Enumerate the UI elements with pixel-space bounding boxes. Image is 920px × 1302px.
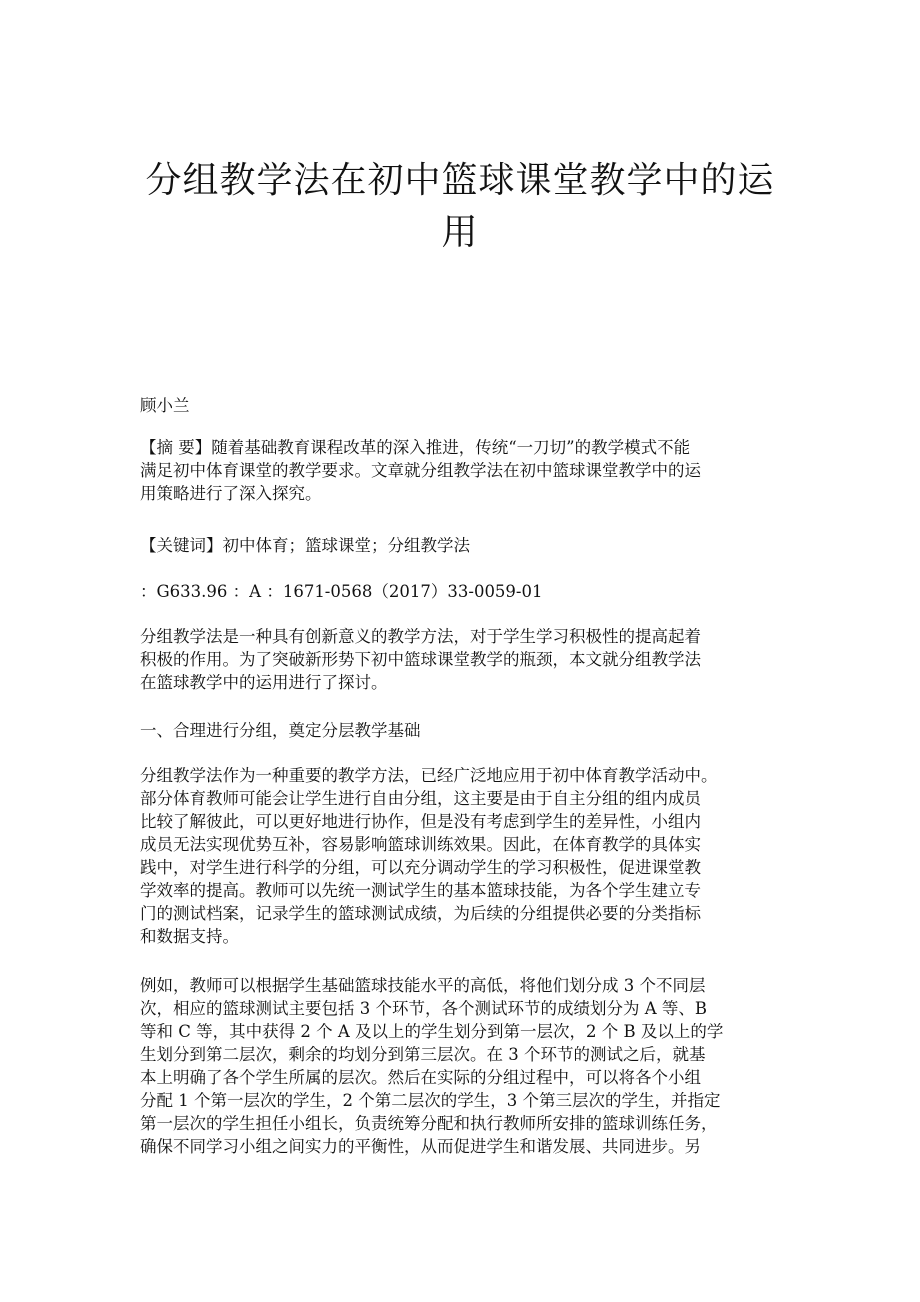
classification-text: ：G633.96 ：A ：1671-0568（2017）33-0059-01	[140, 582, 543, 601]
paragraph-line: 分配 1 个第一层次的学生，2 个第二层次的学生，3 个第三层次的学生，并指定	[140, 1091, 721, 1110]
classification	[140, 580, 790, 603]
author-name: 顾小兰	[140, 396, 190, 415]
abstract-line: 【摘 要】随着基础教育课程改革的深入推进，传统“一刀切”的教学模式不能	[140, 438, 691, 457]
paragraph-line: 学效率的提高。教师可以先统一测试学生的基本篮球技能，为各个学生建立专	[140, 881, 701, 900]
paragraph-line: 践中，对学生进行科学的分组，可以充分调动学生的学习积极性，促进课堂教	[140, 858, 701, 877]
title-line: 分组教学法在初中篮球课堂教学中的运	[145, 160, 775, 201]
paragraph-1	[140, 764, 790, 948]
paragraph-line: 分组教学法是一种具有创新意义的教学方法，对于学生学习积极性的提高起着	[140, 627, 701, 646]
paragraph-line: 第一层次的学生担任小组长，负责统筹分配和执行教师所安排的篮球训练任务，	[140, 1114, 718, 1133]
title-line: 用	[441, 212, 479, 253]
abstract-line: 满足初中体育课堂的教学要求。文章就分组教学法在初中篮球课堂教学中的运	[140, 461, 701, 480]
abstract	[140, 436, 790, 505]
paragraph-line: 在篮球教学中的运用进行了探讨。	[140, 673, 388, 692]
paragraph-line: 比较了解彼此，可以更好地进行协作，但是没有考虑到学生的差异性，小组内	[140, 812, 701, 831]
paragraph-line: 次，相应的篮球测试主要包括 3 个环节，各个测试环节的成绩划分为 A 等、B	[140, 999, 708, 1018]
section-heading	[140, 719, 790, 742]
keywords	[140, 534, 790, 557]
paragraph-line: 积极的作用。为了突破新形势下初中篮球课堂教学的瓶颈，本文就分组教学法	[140, 650, 701, 669]
paragraph-line: 分组教学法作为一种重要的教学方法，已经广泛地应用于初中体育教学活动中。	[140, 766, 718, 785]
paragraph-line: 门的测试档案，记录学生的篮球测试成绩，为后续的分组提供必要的分类指标	[140, 904, 701, 923]
paragraph-2	[140, 974, 790, 1158]
paragraph-line: 本上明确了各个学生所属的层次。然后在实际的分组过程中，可以将各个小组	[140, 1068, 701, 1087]
document-title	[100, 155, 820, 259]
author	[140, 394, 790, 417]
paragraph-line: 和数据支持。	[140, 927, 239, 946]
intro-paragraph	[140, 625, 790, 694]
paragraph-line: 生划分到第二层次，剩余的均划分到第三层次。在 3 个环节的测试之后，就基	[140, 1045, 706, 1064]
paragraph-line: 等和 C 等，其中获得 2 个 A 及以上的学生划分到第一层次，2 个 B 及以上的学	[140, 1022, 724, 1041]
abstract-line: 用策略进行了深入探究。	[140, 484, 322, 503]
paragraph-line: 例如，教师可以根据学生基础篮球技能水平的高低，将他们划分成 3 个不同层	[140, 976, 706, 995]
paragraph-line: 部分体育教师可能会让学生进行自由分组，这主要是由于自主分组的组内成员	[140, 789, 701, 808]
section-heading-text: 一、合理进行分组，奠定分层教学基础	[140, 721, 421, 740]
paragraph-line: 确保不同学习小组之间实力的平衡性，从而促进学生和谐发展、共同进步。另	[140, 1137, 701, 1156]
keywords-text: 【关键词】初中体育；篮球课堂；分组教学法	[140, 536, 470, 555]
paragraph-line: 成员无法实现优势互补，容易影响篮球训练效果。因此，在体育教学的具体实	[140, 835, 701, 854]
